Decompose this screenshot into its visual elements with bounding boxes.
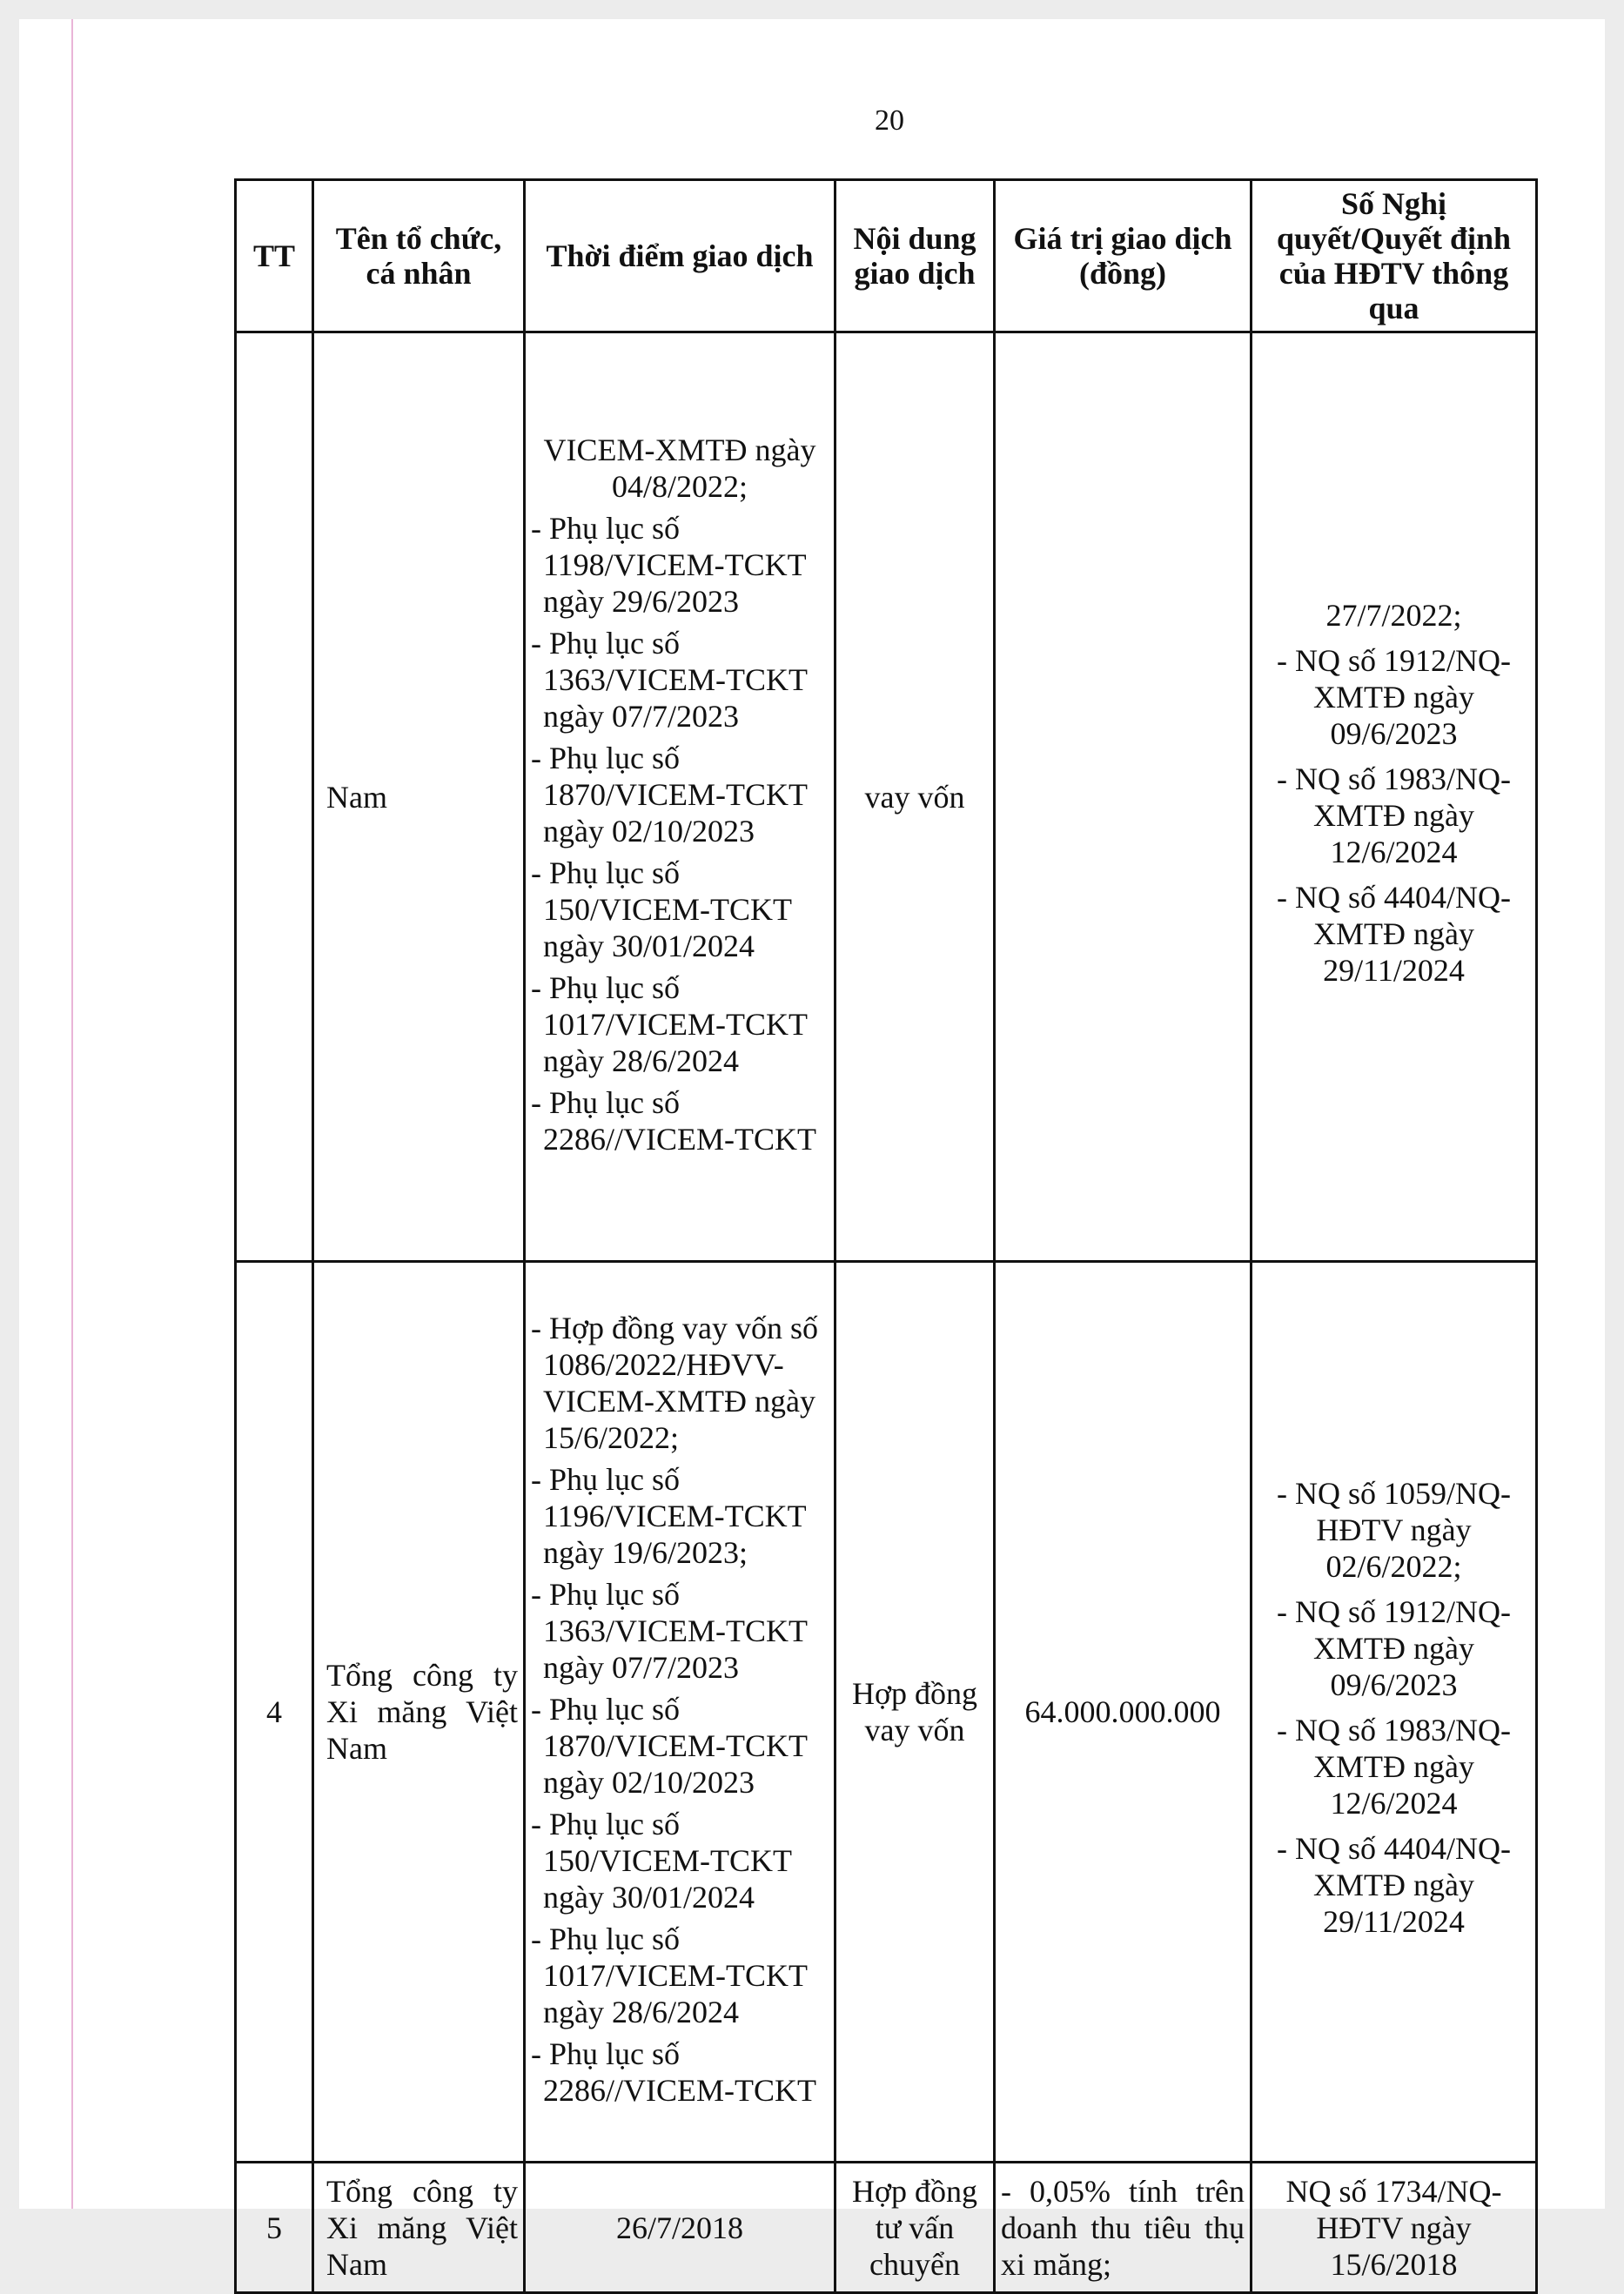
- resolution-entry: - NQ số 1983/NQ-XMTĐ ngày 12/6/2024: [1277, 761, 1511, 869]
- time-entry: - Phụ lục số 1196/VICEM-TCKT ngày 19/6/2023;: [531, 1462, 806, 1570]
- time-entry: - Phụ lục số 150/VICEM-TCKT ngày 30/01/2024: [531, 1807, 792, 1915]
- cell-org: Tổng công ty Xi măng Việt Nam: [313, 1262, 525, 2163]
- transactions-table: [234, 178, 1538, 2294]
- time-entry: - Phụ lục số 2286//VICEM-TCKT: [531, 2036, 816, 2108]
- resolution-entry: - NQ số 4404/NQ-XMTĐ ngày 29/11/2024: [1277, 879, 1511, 988]
- document-page: [19, 19, 1605, 2282]
- time-entry: - Phụ lục số 150/VICEM-TCKT ngày 30/01/2024: [531, 855, 792, 963]
- time-entry: - Phụ lục số 1363/VICEM-TCKT ngày 07/7/2023: [531, 625, 808, 734]
- page-number: 20: [875, 104, 904, 137]
- cell-content: vay vốn: [835, 332, 995, 1262]
- cell-time: 26/7/2018: [525, 2163, 835, 2293]
- cell-value: 64.000.000.000: [995, 1262, 1252, 2163]
- time-entry: - Phụ lục số 1017/VICEM-TCKT ngày 28/6/2024: [531, 1922, 808, 2029]
- time-entry: - Phụ lục số 2286//VICEM-TCKT: [531, 1084, 816, 1157]
- resolution-entry: - NQ số 4404/NQ-XMTĐ ngày 29/11/2024: [1277, 1831, 1511, 1939]
- resolution-entry: 27/7/2022;: [1325, 597, 1462, 633]
- time-entry: - Phụ lục số 1198/VICEM-TCKT ngày 29/6/2023: [531, 510, 806, 619]
- margin-line: [71, 19, 73, 2209]
- header-time: Thời điểm giao dịch: [525, 180, 835, 332]
- time-entry: - Phụ lục số 1017/VICEM-TCKT ngày 28/6/2024: [531, 969, 808, 1078]
- cell-org: Nam: [313, 332, 525, 1262]
- table-row: [236, 1262, 1537, 2163]
- time-entry: - Phụ lục số 1870/VICEM-TCKT ngày 02/10/2023: [531, 1692, 808, 1800]
- table-row: [236, 332, 1537, 1262]
- cell-content: Hợp đồng tư vấn chuyển: [835, 2163, 995, 2293]
- cell-resolution: NQ số 1734/NQ-HĐTV ngày 15/6/2018: [1252, 2163, 1537, 2293]
- cell-time: [525, 332, 835, 1262]
- cell-tt: 4: [236, 1262, 313, 2163]
- cell-time: [525, 1262, 835, 2163]
- resolution-entry: - NQ số 1912/NQ-XMTĐ ngày 09/6/2023: [1277, 1594, 1511, 1702]
- header-tt: TT: [236, 180, 313, 332]
- resolution-entry: - NQ số 1912/NQ-XMTĐ ngày 09/6/2023: [1277, 642, 1511, 751]
- header-resolution: Số Nghị quyết/Quyết định của HĐTV thông qua: [1252, 180, 1537, 332]
- time-entry: - Hợp đồng vay vốn số 1086/2022/HĐVV-VICEM-XMTĐ ngày 15/6/2022;: [531, 1311, 819, 1455]
- header-value: Giá trị giao dịch (đồng): [995, 180, 1252, 332]
- cell-resolution: [1252, 1262, 1537, 2163]
- cell-org: Tổng công ty Xi măng Việt Nam: [313, 2163, 525, 2293]
- table-header-row: [236, 180, 1537, 332]
- cell-resolution: [1252, 332, 1537, 1262]
- time-entry: VICEM-XMTĐ ngày 04/8/2022;: [543, 432, 816, 504]
- header-org: Tên tổ chức, cá nhân: [313, 180, 525, 332]
- time-entry: - Phụ lục số 1870/VICEM-TCKT ngày 02/10/2023: [531, 740, 808, 849]
- cell-content: Hợp đồng vay vốn: [835, 1262, 995, 2163]
- cell-value: - 0,05% tính trên doanh thu tiêu thụ xi măng;: [995, 2163, 1252, 2293]
- time-entry: - Phụ lục số 1363/VICEM-TCKT ngày 07/7/2023: [531, 1577, 808, 1685]
- cell-tt: [236, 332, 313, 1262]
- resolution-entry: - NQ số 1059/NQ-HĐTV ngày 02/6/2022;: [1277, 1476, 1511, 1584]
- resolution-entry: - NQ số 1983/NQ-XMTĐ ngày 12/6/2024: [1277, 1713, 1511, 1821]
- cell-tt: 5: [236, 2163, 313, 2293]
- header-content: Nội dung giao dịch: [835, 180, 995, 332]
- cell-value: [995, 332, 1252, 1262]
